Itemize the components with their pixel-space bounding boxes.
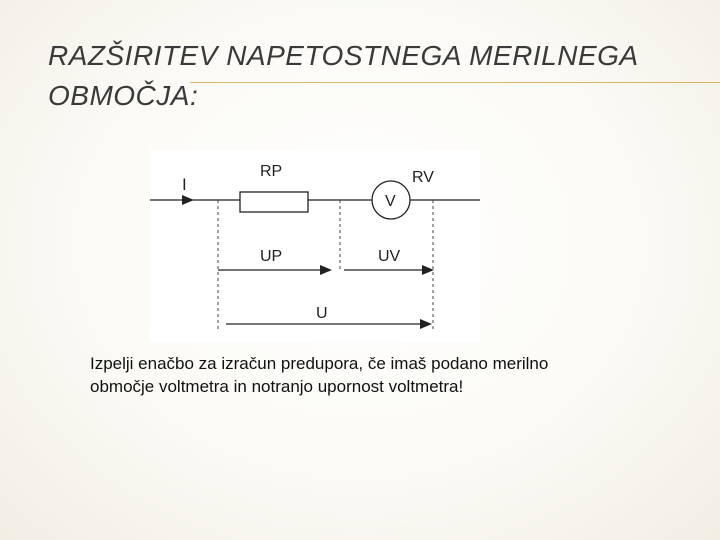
title-underline [190, 82, 720, 83]
label-resistor-voltage: UP [260, 248, 283, 265]
task-line-1: Izpelji enačbo za izračun predupora, če imaš podano merilno [90, 354, 549, 373]
voltage-arrow-uv-head [422, 265, 434, 275]
circuit-diagram [150, 150, 480, 342]
label-voltmeter-voltage: UV [378, 248, 401, 265]
task-instruction [90, 352, 670, 398]
label-voltmeter: V [385, 193, 396, 210]
title-line-1: RAZŠIRITEV NAPETOSTNEGA MERILNEGA [48, 40, 639, 71]
title-line-2: OBMOČJA: [48, 80, 199, 111]
circuit-svg [150, 150, 480, 342]
label-total-voltage: U [316, 305, 328, 322]
label-current: I [182, 175, 187, 194]
voltage-arrow-up-head [320, 265, 332, 275]
slide-title [48, 36, 668, 116]
current-arrow [182, 195, 194, 205]
resistor-rp [240, 192, 308, 212]
label-resistor: RP [260, 163, 283, 180]
task-line-2: območje voltmetra in notranjo upornost voltmetra! [90, 377, 464, 396]
voltage-arrow-u-head [420, 319, 432, 329]
label-voltmeter-resistance: RV [412, 169, 434, 186]
